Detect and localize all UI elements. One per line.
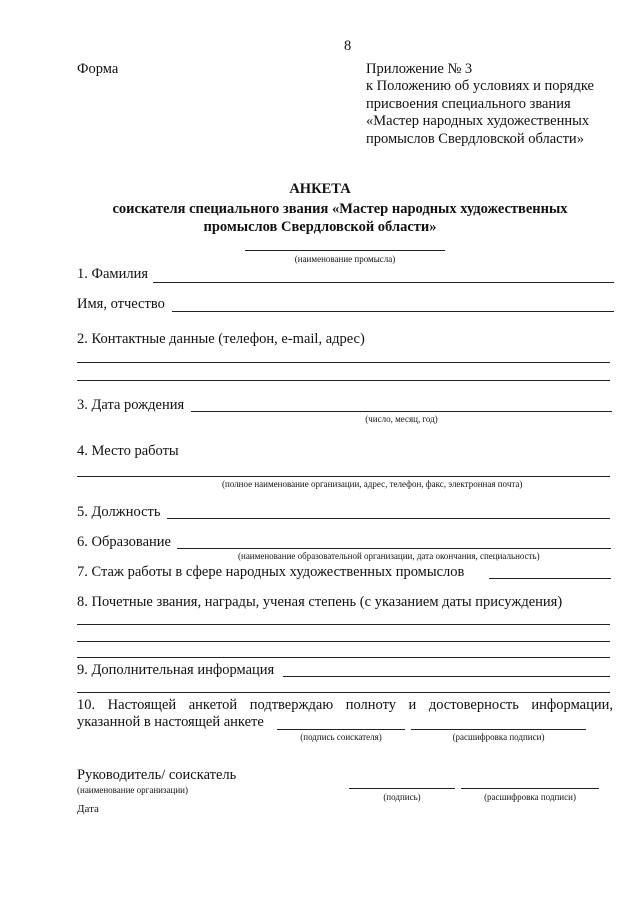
name-label: Имя, отчество [77,296,165,312]
experience-label: 7. Стаж работы в сфере народных художественных промыслов [77,564,465,580]
honors-line[interactable] [77,657,610,658]
form-subtitle: промыслов Свердловской области» [203,219,437,235]
page-number: 8 [344,38,352,54]
head-sign-line[interactable] [349,788,455,789]
confirm-text: указанной в настоящей анкете [77,714,264,730]
appendix-line: к Положению об условиях и порядке [366,78,594,94]
education-line[interactable] [177,548,611,549]
honors-line[interactable] [77,641,610,642]
education-label: 6. Образование [77,534,171,550]
confirm-text: 10. Настоящей анкетой подтверждаю полноту и достоверность информации, [77,697,613,713]
head-label: Руководитель/ соискатель [77,767,237,783]
contacts-line[interactable] [77,380,610,381]
applicant-sign-caption: (подпись соискателя) [300,732,382,742]
form-title: АНКЕТА [289,181,351,197]
contacts-label: 2. Контактные данные (телефон, e-mail, адрес) [77,331,365,347]
honors-label: 8. Почетные звания, награды, ученая степень (с указанием даты присуждения) [77,594,563,610]
workplace-line[interactable] [77,476,610,477]
craft-name-line[interactable] [245,250,445,251]
position-label: 5. Должность [77,504,161,520]
appendix-line: «Мастер народных художественных [366,113,590,129]
form-label: Форма [77,61,119,77]
additional-line[interactable] [77,692,610,693]
birth-date-caption: (число, месяц, год) [365,414,438,424]
education-caption: (наименование образовательной организации, дата окончания, специальность) [238,551,540,561]
applicant-sign-line[interactable] [277,729,405,730]
appendix-line: Приложение № 3 [366,61,473,77]
workplace-label: 4. Место работы [77,443,179,459]
position-line[interactable] [167,518,610,519]
birth-date-label: 3. Дата рождения [77,397,185,413]
appendix-line: промыслов Свердловской области» [366,131,584,147]
applicant-decode-line[interactable] [411,729,586,730]
additional-line[interactable] [283,676,610,677]
surname-label: 1. Фамилия [77,266,148,282]
contacts-line[interactable] [77,362,610,363]
form-subtitle: соискателя специального звания «Мастер народных художественных [112,201,568,217]
workplace-caption: (полное наименование организации, адрес, телефон, факс, электронная почта) [222,479,523,489]
surname-line[interactable] [153,282,614,283]
head-sign-caption: (подпись) [383,792,421,802]
head-decode-line[interactable] [461,788,599,789]
appendix-line: присвоения специального звания [366,96,571,112]
date-label: Дата [77,803,99,815]
birth-date-line[interactable] [191,411,612,412]
additional-label: 9. Дополнительная информация [77,662,275,678]
applicant-decode-caption: (расшифровка подписи) [452,732,545,742]
name-line[interactable] [172,311,614,312]
head-decode-caption: (расшифровка подписи) [484,792,576,802]
honors-line[interactable] [77,624,610,625]
experience-line[interactable] [489,578,611,579]
org-caption: (наименование организации) [77,785,188,795]
craft-name-caption: (наименование промысла) [294,254,396,264]
